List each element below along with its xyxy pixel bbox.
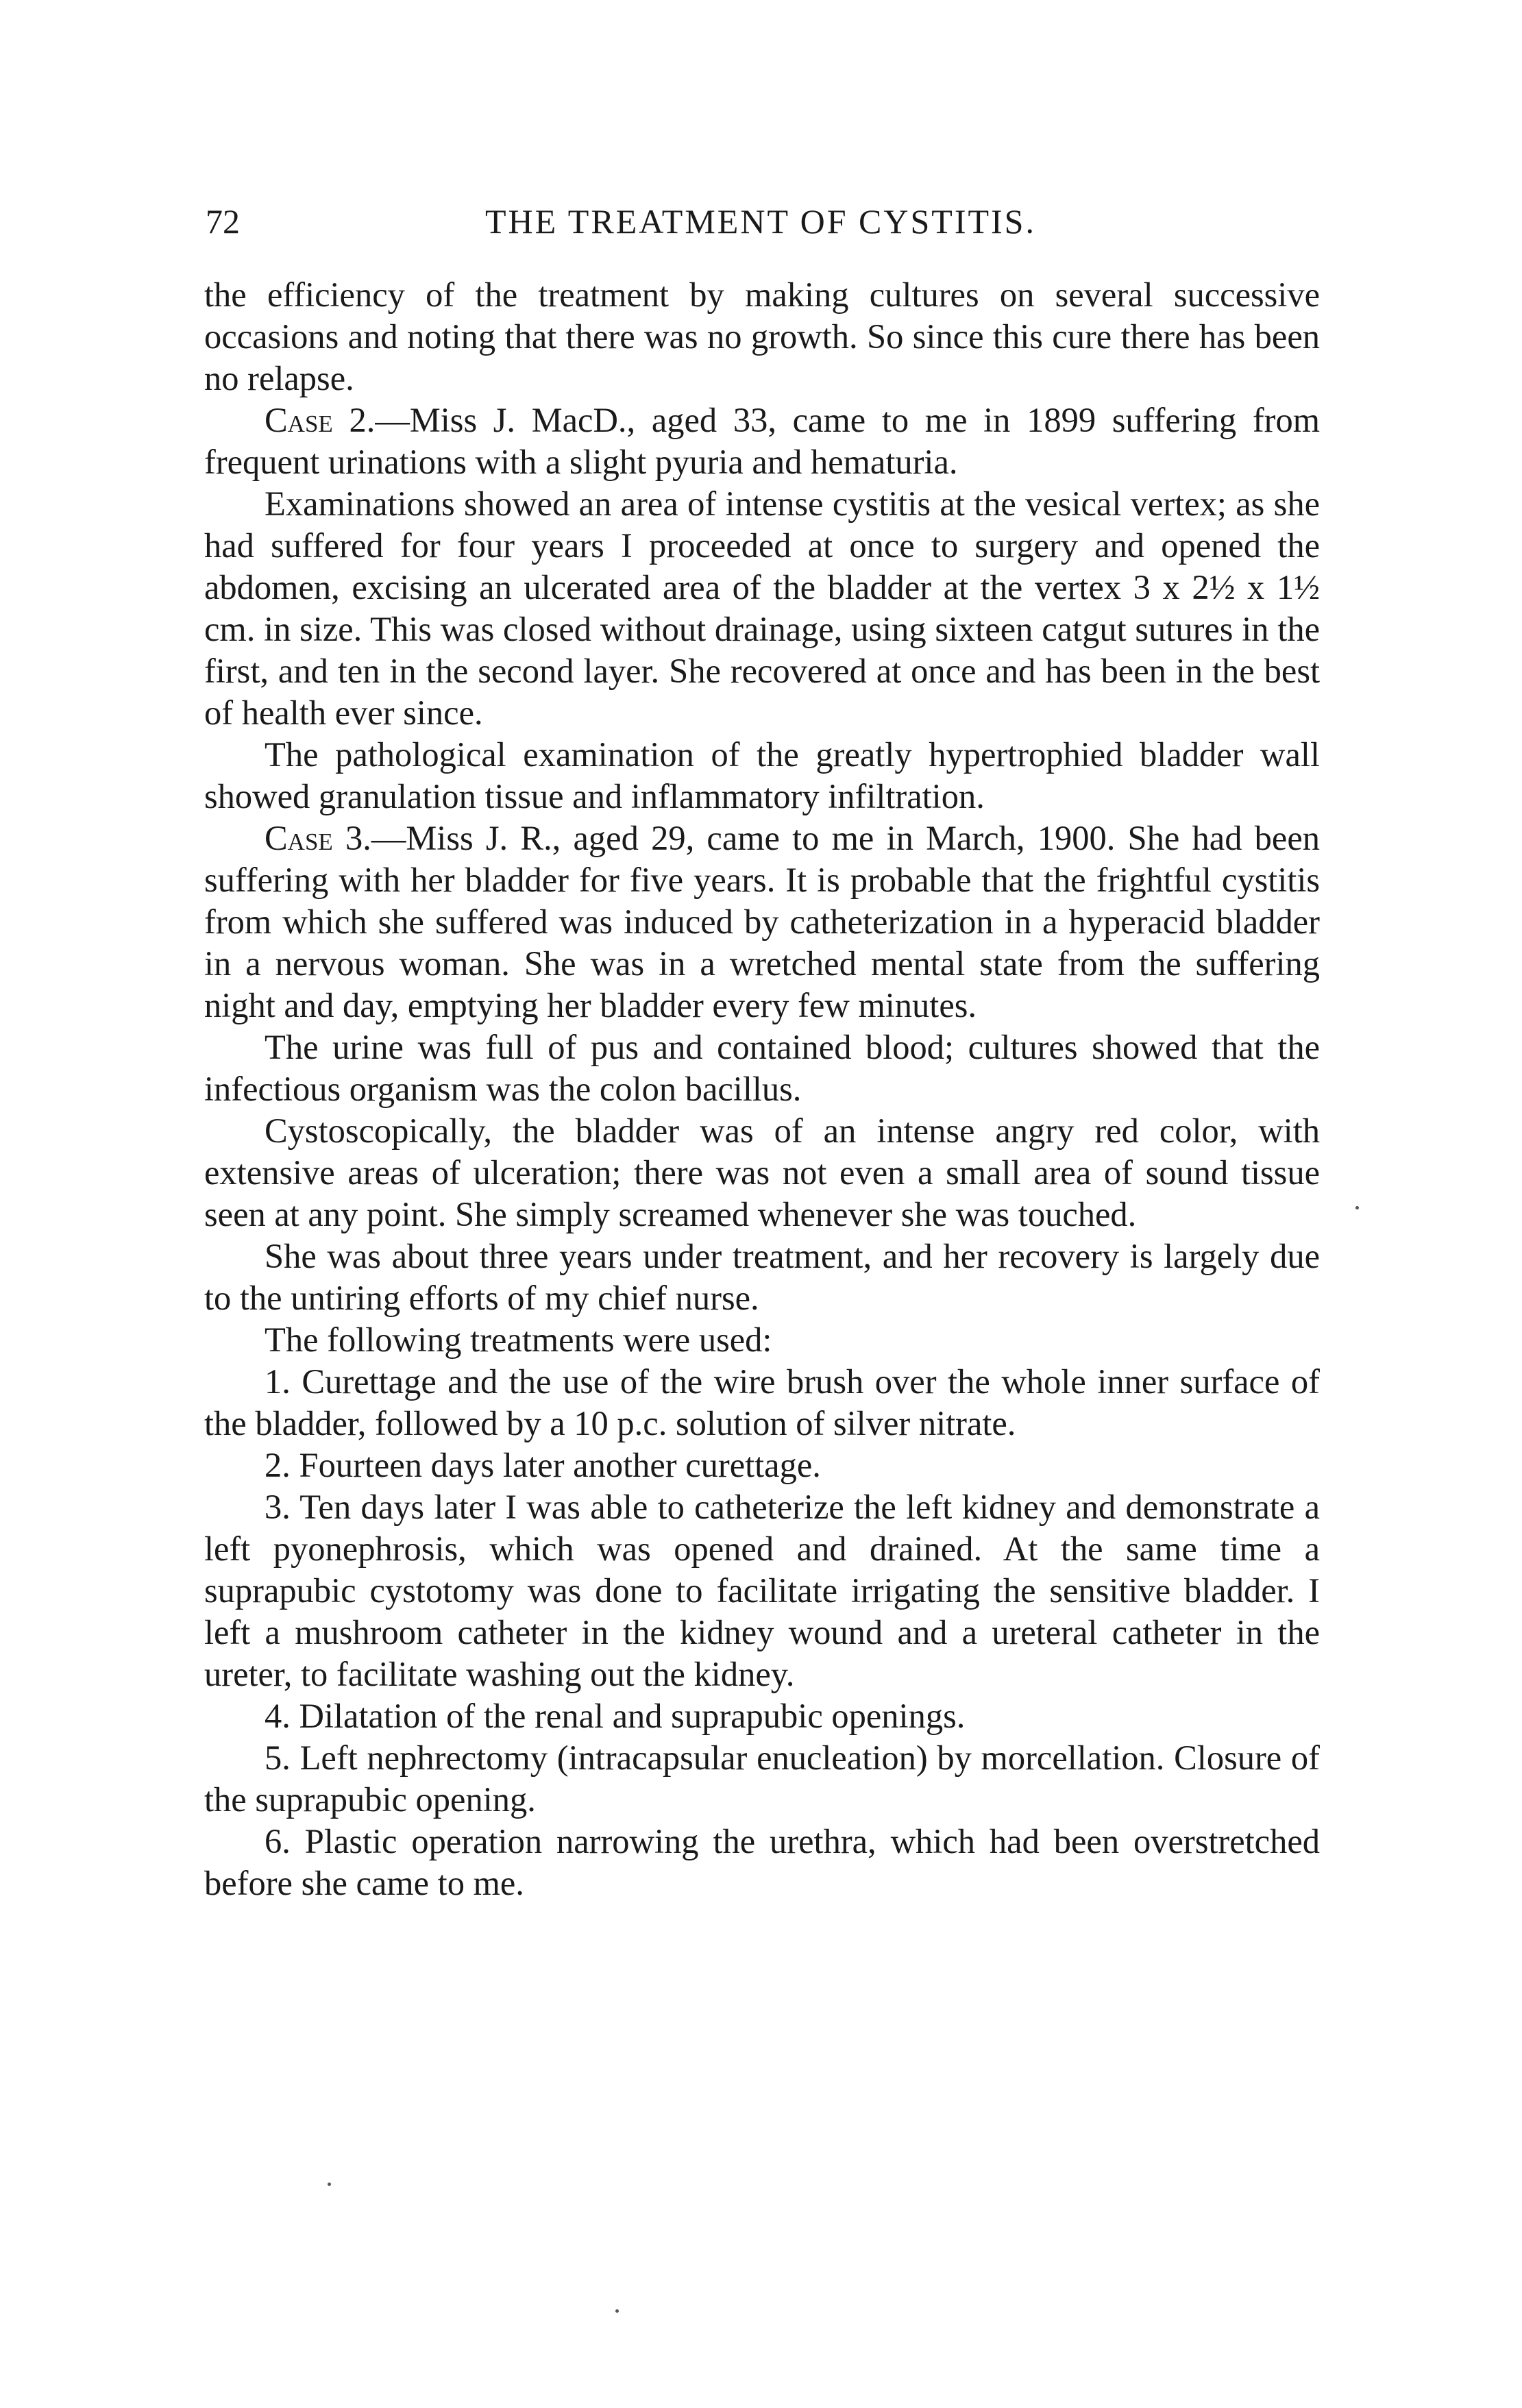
paragraph-6: The urine was full of pus and contained blood; cultures showed that the infectious organism was the colon bacillus. bbox=[204, 1028, 1320, 1108]
list-item-5: 5. Left nephrectomy (intracapsular enucleation) by morcellation. Closure of the suprapubic opening. bbox=[204, 1739, 1320, 1819]
body-text bbox=[204, 274, 1320, 1904]
list-item-2: 2. Fourteen days later another curettage. bbox=[265, 1446, 821, 1484]
paragraph-9: The following treatments were used: bbox=[265, 1320, 772, 1359]
list-item-3: 3. Ten days later I was able to catheterize the left kidney and demonstrate a left pyonephrosis, which was opened and drained. At the same time a suprapubic cystotomy was done to facilitate irrigating the sensitive bladder. I left a mushroom catheter in the kidney wound and a ureteral catheter in the ureter, to facilitate washing out the kidney. bbox=[204, 1488, 1320, 1693]
list-item-4: 4. Dilatation of the renal and suprapubic openings. bbox=[265, 1697, 966, 1735]
paragraph-7: Cystoscopically, the bladder was of an intense angry red color, with extensive areas of ulceration; there was not even a small area of sound tissue seen at any point. She simply screamed whenever she was touched. bbox=[204, 1111, 1320, 1233]
paragraph-3: Examinations showed an area of intense cystitis at the vesical vertex; as she had suffered for four years I proceeded at once to surgery and opened the abdomen, excising an ulcerated area of the bladder at the vertex 3 x 2½ x 1½ cm. in size. This was closed without drainage, using sixteen catgut sutures in the first, and ten in the second layer. She recovered at once and has been in the best of health ever since. bbox=[204, 484, 1320, 732]
paragraph-4: The pathological examination of the greatly hypertrophied bladder wall showed granulation tissue and inflammatory infiltration. bbox=[204, 735, 1320, 815]
list-item-6: 6. Plastic operation narrowing the urethra, which had been overstretched before she came to me. bbox=[204, 1822, 1320, 1902]
paragraph-case-2: Case 2.—Miss J. MacD., aged 33, came to me in 1899 suffering from frequent urinations with a slight pyuria and hematuria. bbox=[204, 401, 1320, 481]
paragraph-8: She was about three years under treatment, and her recovery is largely due to the untiring efforts of my chief nurse. bbox=[204, 1237, 1320, 1317]
paragraph-case-3: Case 3.—Miss J. R., aged 29, came to me in March, 1900. She had been suffering with her bladder for five years. It is probable that the frightful cystitis from which she suffered was induced by catheterization in a hyperacid bladder in a nervous woman. She was in a wretched mental state from the suffering night and day, emptying her bladder every few minutes. bbox=[204, 819, 1320, 1024]
page-number: 72 bbox=[206, 202, 240, 241]
running-title: THE TREATMENT OF CYSTITIS. bbox=[485, 202, 1036, 241]
page-header bbox=[206, 197, 1316, 252]
list-item-1: 1. Curettage and the use of the wire brush over the whole inner surface of the bladder, followed by a 10 p.c. solution of silver nitrate. bbox=[204, 1362, 1320, 1442]
case-label: Case 3. bbox=[265, 819, 371, 857]
case-label: Case 2. bbox=[265, 401, 376, 439]
scan-speck bbox=[328, 2183, 331, 2186]
scan-speck bbox=[615, 2309, 619, 2313]
scan-speck bbox=[1355, 1206, 1359, 1209]
paragraph-1: the efficiency of the treatment by making cultures on several successive occasions and noting that there was no growth. So since this cure there has been no relapse. bbox=[204, 275, 1320, 397]
